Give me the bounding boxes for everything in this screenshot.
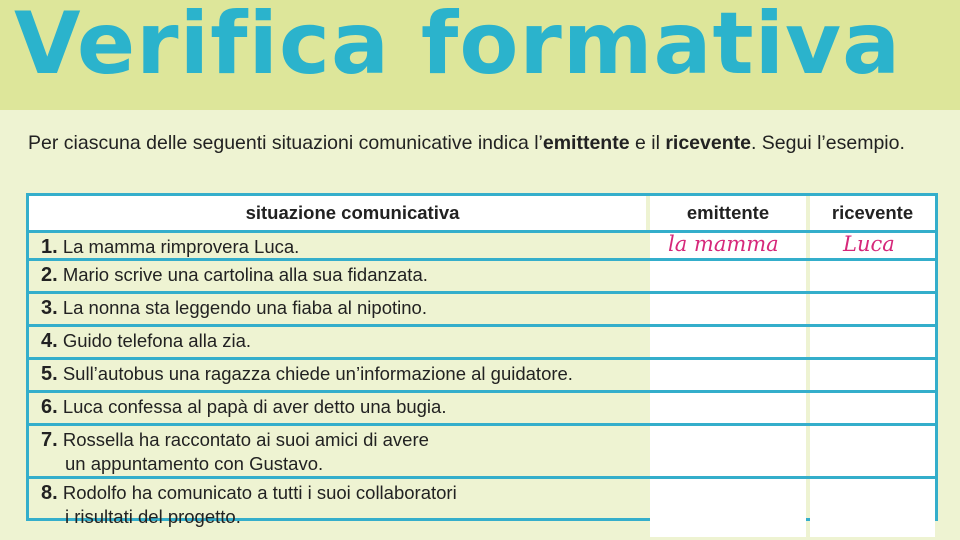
table-row: [41, 395, 446, 419]
table-row: [41, 481, 457, 529]
header-situation: situazione comunicativa: [245, 202, 460, 223]
header-sender: emittente: [686, 202, 770, 223]
row-number: 8.: [41, 482, 58, 504]
row-number: 7.: [41, 429, 58, 451]
receiver-cell[interactable]: [810, 327, 935, 357]
instruction-ricevente: ricevente: [665, 132, 751, 154]
exercise-table: [26, 193, 938, 527]
sender-cell[interactable]: [650, 426, 806, 476]
receiver-cell[interactable]: [810, 360, 935, 390]
table-row: [41, 428, 429, 476]
row-text-line-1: Sull’autobus una ragazza chiede un’informazione al guidatore.: [62, 363, 573, 384]
receiver-cell[interactable]: [810, 426, 935, 476]
row-text-line-2: i risultati del progetto.: [65, 506, 241, 527]
row-text-line-1: Rodolfo ha comunicato a tutti i suoi collaboratori: [62, 482, 457, 503]
header-receiver: ricevente: [831, 202, 914, 223]
row-separator: [29, 258, 935, 261]
sender-cell[interactable]: [650, 479, 806, 537]
receiver-cell[interactable]: [810, 294, 935, 324]
row-text-line-1: Guido telefona alla zia.: [62, 330, 252, 351]
row-separator: [29, 230, 935, 233]
row-text-line-1: Luca confessa al papà di aver detto una bugia.: [62, 396, 447, 417]
row-text-line-2: un appuntamento con Gustavo.: [65, 453, 324, 474]
table-row: [41, 329, 251, 353]
table-row: [41, 296, 427, 320]
row-number: 3.: [41, 297, 58, 319]
sender-cell[interactable]: [650, 393, 806, 423]
row-separator: [29, 476, 935, 479]
receiver-cell[interactable]: [810, 393, 935, 423]
instruction-part-3: . Segui l’esempio.: [750, 132, 905, 154]
sender-cell[interactable]: [650, 261, 806, 291]
row-separator: [29, 324, 935, 327]
row-number: 4.: [41, 330, 58, 352]
sender-cell[interactable]: [650, 294, 806, 324]
row-number: 1.: [41, 236, 58, 258]
sender-answer: la mamma: [668, 232, 779, 256]
table-row: [41, 263, 428, 287]
instruction-text: [28, 130, 940, 156]
sender-cell[interactable]: [650, 327, 806, 357]
row-number: 2.: [41, 264, 58, 286]
receiver-cell[interactable]: [810, 479, 935, 537]
row-separator: [29, 357, 935, 360]
page-title: Verifica formativa: [14, 0, 902, 94]
row-text-line-1: La mamma rimprovera Luca.: [62, 236, 300, 257]
row-text-line-1: Mario scrive una cartolina alla sua fidanzata.: [62, 264, 428, 285]
row-separator: [29, 390, 935, 393]
receiver-cell[interactable]: [810, 261, 935, 291]
row-text-line-1: La nonna sta leggendo una fiaba al nipotino.: [62, 297, 427, 318]
row-number: 5.: [41, 363, 58, 385]
row-text-line-1: Rossella ha raccontato ai suoi amici di avere: [62, 429, 429, 450]
receiver-answer: Luca: [843, 232, 895, 256]
header-band: [0, 0, 960, 110]
table-row: [41, 235, 299, 259]
instruction-emittente: emittente: [542, 132, 630, 154]
row-separator: [29, 423, 935, 426]
instruction-part-2: e il: [629, 132, 666, 154]
row-separator: [29, 291, 935, 294]
table-row: [41, 362, 573, 386]
sender-cell[interactable]: [650, 360, 806, 390]
instruction-part-1: Per ciascuna delle seguenti situazioni comunicative indica l’: [28, 132, 543, 154]
row-number: 6.: [41, 396, 58, 418]
